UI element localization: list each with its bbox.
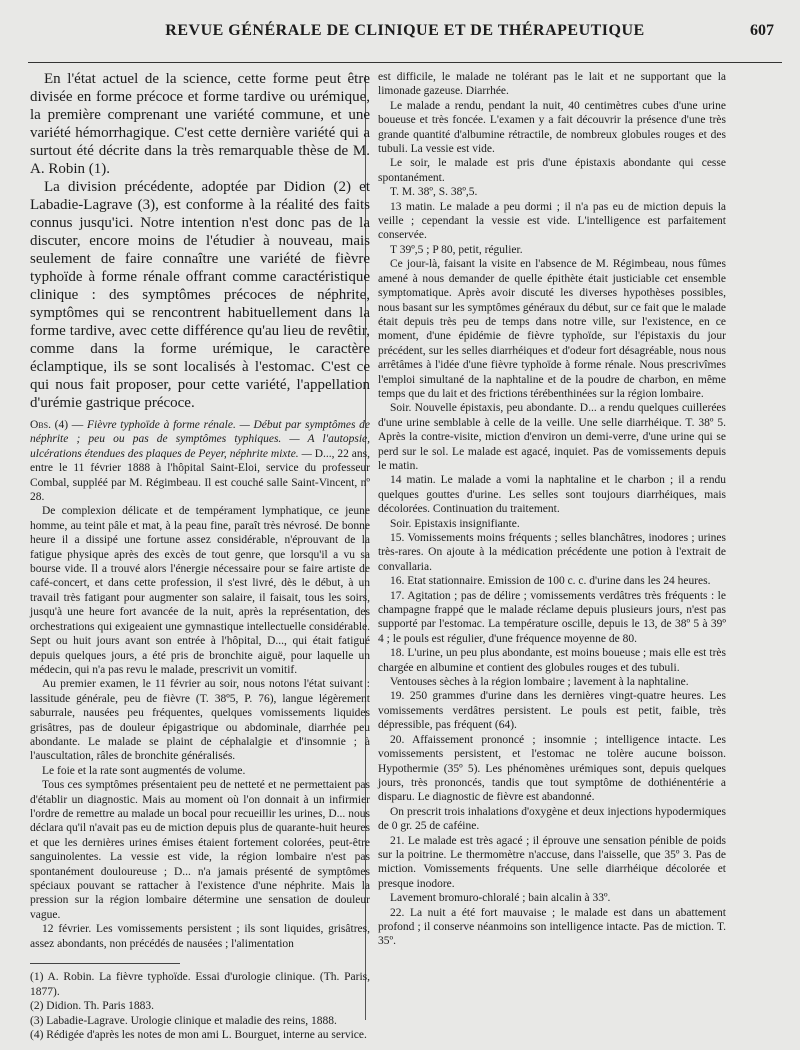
paragraph: 16. Etat stationnaire. Emission de 100 c. c. d'urine dans les 24 heures.: [390, 575, 711, 588]
paragraph: Soir. Epistaxis insignifiante.: [390, 517, 520, 530]
paragraph: 13 matin. Le malade a peu dormi ; il n'a pas eu de miction depuis la veille ; cependant la vessie est vide. L'intelligence est parfaitement conservée.: [378, 200, 726, 242]
paragraph: 15. Vomissements moins fréquents ; selles blanchâtres, inodores ; urines très-rares. On ajoute à la médication précédente une potion à l'extrait de convallaria.: [378, 532, 726, 573]
paragraph: 19. 250 grammes d'urine dans les dernières vingt-quatre heures. Les vomissements verdâtres persistent. Le pouls est petit, faible, très dépressible, pas fréquent (64).: [378, 690, 726, 732]
paragraph: En l'état actuel de la science, cette forme peut être divisée en forme précoce et forme tardive ou urémique, la première comprenant une variété commune, et une variété hémorrhagique. C'est cette dernière variété qui a surtout été décrite dans la très remarquable thèse de M. A. Robin (1).: [30, 71, 370, 177]
paragraph: Le soir, le malade est pris d'une épistaxis abondante qui cesse spontanément.: [378, 157, 726, 184]
observation-intro: D..., 22 ans, entre le 11 février 1888 à l'hôpital Saint-Eloi, service du professeur Combal, suppléé par M. Régimbeau. Il est couché salle Saint-Vincent, nº 28.: [30, 447, 370, 504]
paragraph: De complexion délicate et de tempérament lymphatique, ce jeune homme, au teint pâle et mat, à la peau fine, paraît très névrosé. De bonne heure il a dissipé une fortune assez considérable, n'éprouvant de la fatigue physique après des excès de tout genre, que lorsqu'il a vu sa bourse vide. Il a trouvé alors l'énergie nécessaire pour se faire artiste de café-concert, et dans cette profession, il s'est livré, dès le début, à un travail très fatigant pour augmenter son salaire, il faisait, tous les soirs, jusqu'à une heure fort avancée de la nuit, après la représentation, des orchestrations qui exigeaient une gymnastique intellectuelle considérable. Sept ou huit jours avant son entrée à l'hôpital, D..., qui était fatigué depuis quelques jours, a été pris de bronchite aiguë, pour laquelle un médecin, qui n'a pas revu le malade, prescrivit un vomitif.: [30, 505, 370, 676]
paragraph: 21. Le malade est très agacé ; il éprouve une sensation pénible de poids sur la poitrine. Le thermomètre n'accuse, dans l'aisselle, que 35º 3. Pas de miction. Vomissements fréquents. Une selle diarrhéique décolorée et presque inodore.: [378, 834, 726, 890]
paragraph: 20. Affaissement prononcé ; insomnie ; intelligence intacte. Les vomissements persistent, et l'estomac ne tolère aucune boisson. Hypothermie (35º 5). Les phénomènes urémiques sont, depuis quelques jours, très prononcés, tandis que tout symptôme de dothiénentérie a disparu. Le diagnostic de fièvre est abandonné.: [378, 733, 726, 804]
paragraph: 12 février. Les vomissements persistent ; ils sont liquides, grisâtres, assez abondants, non précédés de nausées ; l'alimentation: [30, 923, 370, 950]
footnote: (2) Didion. Th. Paris 1883.: [30, 1000, 155, 1013]
page-number: 607: [750, 22, 774, 39]
paragraph: Ventouses sèches à la région lombaire ; lavement à la naphtaline.: [390, 676, 689, 689]
paragraph: Au premier examen, le 11 février au soir, nous notons l'état suivant : lassitude générale, peu de fièvre (T. 38º5, P. 76), langue légèrement saburrale, nausées peu fréquentes, quelques vomissements liquides grisâtres, pas de douleur épigastrique ou abdominale, diarrhée peu abondante. Le malade se plaint de céphalalgie et d'insomnie ; à l'auscultation, râles de bronchite généralisés.: [30, 678, 370, 763]
paragraph: 22. La nuit a été fort mauvaise ; le malade est dans un abattement profond ; il conserve néanmoins son intelligence intacte. Pas de miction. T. 35º.: [378, 906, 726, 948]
paragraph: Ce jour-là, faisant la visite en l'absence de M. Régimbeau, nous fûmes amené à nous demander de quelle épithète était justiciable cet ensemble symptomatique. Après avoir discuté les diverses hypothèses possibles, nous basant sur les symptômes généraux du début, sur ce fait que le malade était depuis très peu de temps dans notre ville, sur l'existence, en ce moment, d'une épidémie de fièvre typhoïde, sur l'épistaxis du jour précédent, sur les selles diarrhéiques et d'odeur fort désagréable, nous nous arrêtâmes à l'idée d'une fièvre typhoïde à forme rénale. Nous prescrivîmes l'emploi simultané de la naphtaline et de la poudre de charbon, en même temps que du lait et des frictions térébenthinées sur la région lombaire.: [378, 258, 726, 400]
paragraph: 17. Agitation ; pas de délire ; vomissements verdâtres très fréquents : le champagne frappé que le malade réclame depuis plusieurs jours, n'est pas supporté par l'estomac. La température oscille, depuis le 13, de 38º 5 à 39º 4 ; le pouls est régulier, d'une fréquence moyenne de 80.: [378, 589, 726, 645]
paragraph: T. M. 38º, S. 38º,5.: [390, 186, 478, 199]
paragraph: Lavement bromuro-chloralé ; bain alcalin à 33º.: [390, 892, 611, 905]
paragraph: La division précédente, adoptée par Didion (2) et Labadie-Lagrave (3), est conforme à la réalité des faits connus jusqu'ici. Notre intention n'est donc pas de la discuter, encore moins de l'étudier à nouveau, mais seulement de faire connaître une variété de fièvre typhoïde à forme rénale offrant comme caractéristique clinique : des symptômes précoces de néphrite, symptômes qui se rencontrent habituellement dans la forme tardive, avec cette différence qu'au lieu de revêtir, comme dans la forme urémique, le caractère éclamptique, ils se sont localisés à l'estomac. C'est ce qui nous fait proposer, pour cette variété, l'appellation d'urémie gastrique précoce.: [30, 179, 370, 411]
paragraph: est difficile, le malade ne tolérant pas le lait et ne supportant que la limonade gazeuse. Diarrhée.: [378, 71, 726, 98]
paragraph: Tous ces symptômes présentaient peu de netteté et ne permettaient pas d'établir un diagnostic. Mais au moment où l'on donnait à un infirmier l'ordre de remettre au malade un bocal pour recueillir les urines, D... nous déclara qu'il n'avait pas eu de miction depuis plus de quarante-huit heures et que les dernières urines émises étaient fortement colorées, peut-être sanguinolentes. La vessie est vide, la région lombaire n'est pas spontanément douloureuse ; D... n'a jamais présenté de symptômes spéciaux pouvant se rattacher à l'existence d'une néphrite. Mais la pression sur la région lombaire détermine une sensation de douleur vague.: [30, 779, 370, 921]
header-rule: [28, 62, 782, 63]
paragraph: Le malade a rendu, pendant la nuit, 40 centimètres cubes d'une urine boueuse et très foncée. L'examen y a fait découvrir la présence d'une très grande quantité d'albumine rétractile, de nombreux globules rouges et des tubuli. La vessie est vide.: [378, 99, 726, 156]
left-column: [30, 70, 370, 1043]
paragraph: 14 matin. Le malade a vomi la naphtaline et le charbon ; il a rendu quelques gouttes d'urine. Les selles sont toujours diarrhéiques, mais décolorées. Continuation du traitement.: [378, 474, 726, 516]
paragraph: On prescrit trois inhalations d'oxygène et deux injections hypodermiques de 0 gr. 25 de caféine.: [378, 805, 726, 833]
footnote: (4) Rédigée d'après les notes de mon ami L. Bourguet, interne au service.: [30, 1029, 367, 1042]
paragraph: T 39º,5 ; P 80, petit, régulier.: [390, 243, 523, 256]
right-column: [378, 70, 726, 949]
footnote: (3) Labadie-Lagrave. Urologie clinique et maladie des reins, 1888.: [30, 1014, 337, 1027]
paragraph: 18. L'urine, un peu plus abondante, est moins boueuse ; mais elle est très chargée en albumine et contient des globules rouges et des tubuli.: [378, 647, 726, 674]
paragraph: Le foie et la rate sont augmentés de volume.: [42, 764, 246, 777]
paragraph: Soir. Nouvelle épistaxis, peu abondante. D... a rendu quelques cuillerées d'une urine semblable à celle de la veille. Une selle diarrhéique. T. 38º 5. Après la contre-visite, miction d'environ un demi-verre, d'une urine qui se perd sur le sol. Le malade est agacé, inquiet. Pas de vomissements depuis le matin.: [378, 402, 726, 472]
observation-heading: [30, 418, 370, 504]
footnote: (1) A. Robin. La fièvre typhoïde. Essai d'urologie clinique. (Th. Paris, 1877).: [30, 971, 370, 998]
observation-title: Fièvre typhoïde à forme rénale. — Début par symptômes de néphrite ; peu ou pas de symptômes typhiques. — A l'autopsie, ulcérations étendues des plaques de Peyer, néphrite mixte. —: [30, 419, 371, 460]
running-title: REVUE GÉNÉRALE DE CLINIQUE ET DE THÉRAPEUTIQUE: [165, 22, 645, 39]
footnote-rule: [30, 963, 180, 964]
page-header: [28, 22, 782, 52]
observation-label: Obs. (4) —: [30, 419, 84, 431]
